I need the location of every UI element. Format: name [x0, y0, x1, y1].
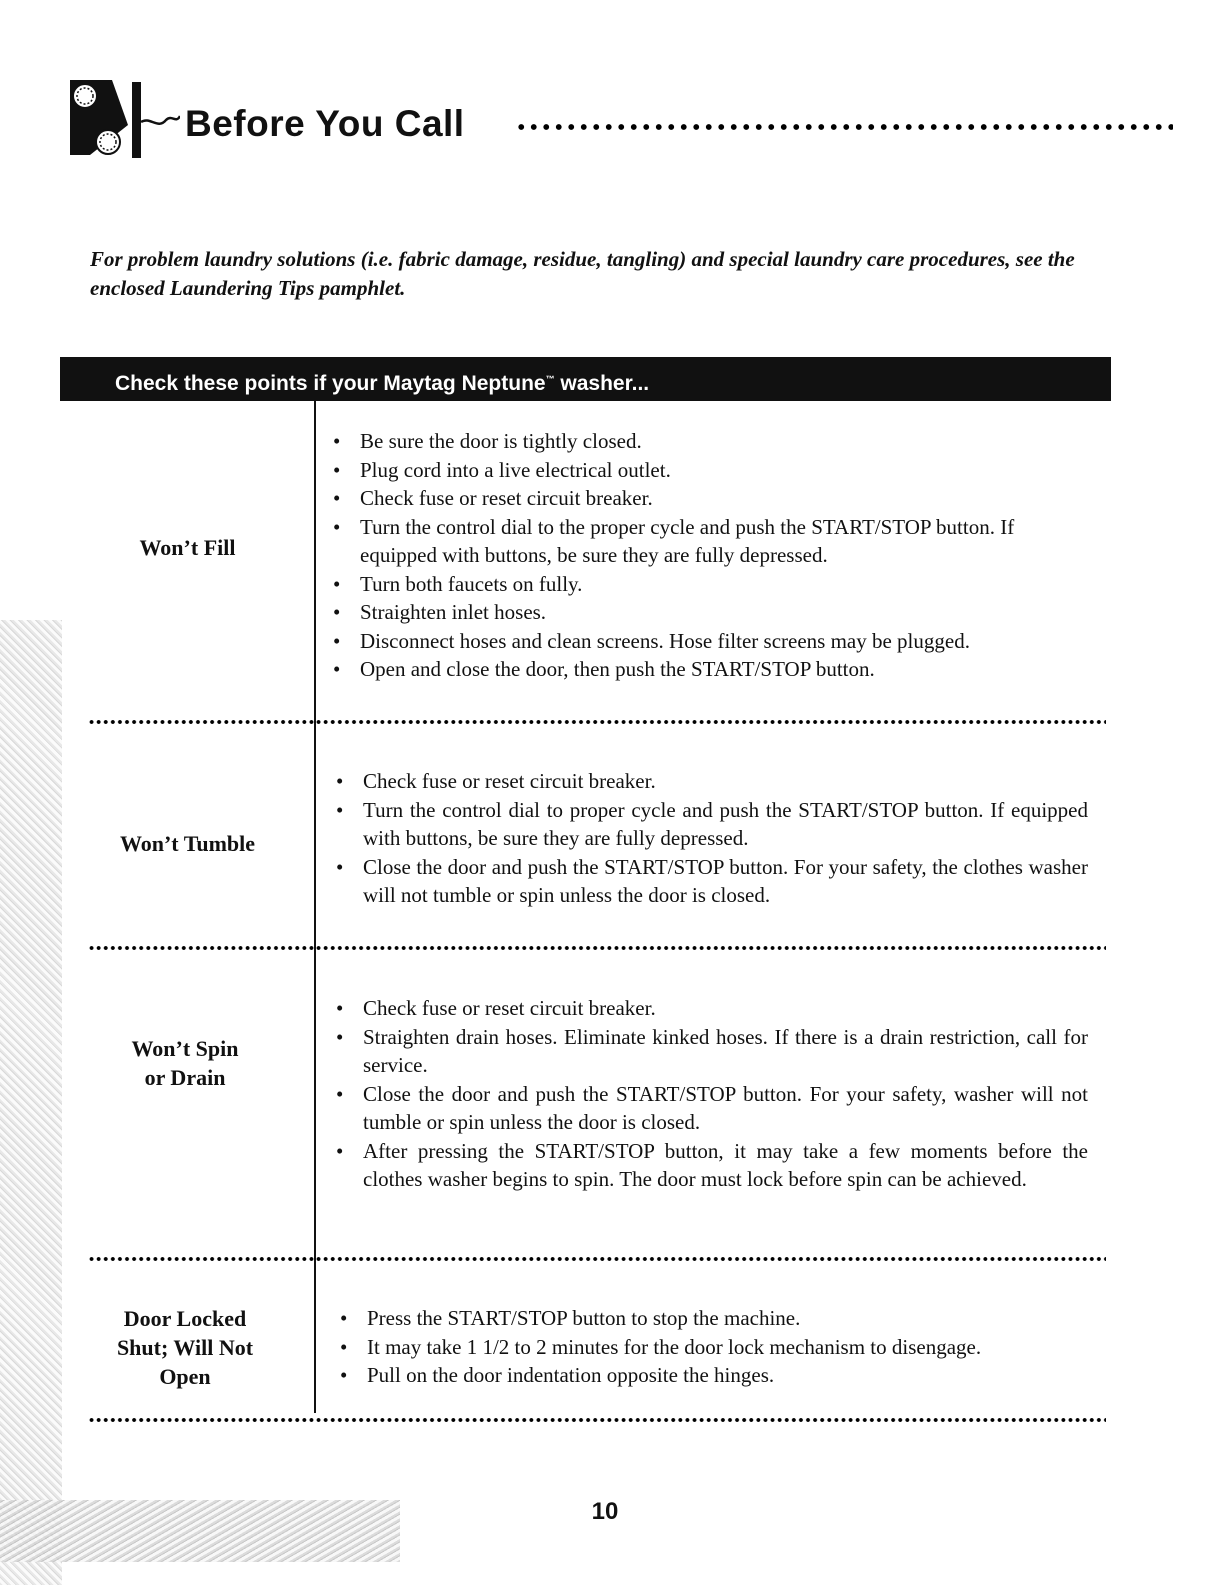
solution-list — [336, 767, 1088, 910]
solution-list — [336, 994, 1088, 1194]
list-item: • Check fuse or reset circuit breaker. — [333, 484, 1093, 513]
section-divider — [88, 1416, 1106, 1424]
section-divider — [88, 718, 1106, 726]
section-divider — [88, 944, 1106, 952]
scan-artifact-bottom — [0, 1500, 400, 1562]
list-item: • Check fuse or reset circuit breaker. — [336, 767, 1088, 796]
banner-suffix: washer... — [554, 372, 650, 395]
list-item: • Turn the control dial to the proper cycle and push the START/STOP button. If equipped with buttons, be sure they are fully depressed. — [333, 513, 1093, 570]
list-item: • Turn the control dial to proper cycle and push the START/STOP button. If equipped with buttons, be sure they are fully depressed. — [336, 796, 1088, 853]
page-title: Before You Call — [185, 103, 465, 144]
list-item: • Press the START/STOP button to stop the machine. — [340, 1304, 1090, 1333]
title-dot-leader — [515, 120, 1173, 134]
solution-list — [333, 427, 1093, 684]
solution-list — [340, 1304, 1090, 1390]
list-item: • Plug cord into a live electrical outlet. — [333, 456, 1093, 485]
scan-artifact-left — [0, 620, 62, 1585]
list-item: • Disconnect hoses and clean screens. Hose filter screens may be plugged. — [333, 627, 1093, 656]
page-header — [70, 80, 1120, 160]
section-banner — [60, 357, 1111, 401]
list-item: • Straighten drain hoses. Eliminate kinked hoses. If there is a drain restriction, call for service. — [336, 1023, 1088, 1080]
list-item: • Check fuse or reset circuit breaker. — [336, 994, 1088, 1023]
list-item: • Close the door and push the START/STOP button. For your safety, washer will not tumble or spin unless the door is closed. — [336, 1080, 1088, 1137]
problem-label: Won’t Tumble — [119, 831, 256, 856]
problem-label: Won’t Spin or Drain — [131, 1036, 239, 1090]
list-item: • Close the door and push the START/STOP button. For your safety, the clothes washer will not tumble or spin unless the door is closed. — [336, 853, 1088, 910]
list-item: • Pull on the door indentation opposite the hinges. — [340, 1361, 1090, 1390]
list-item: • Be sure the door is tightly closed. — [333, 427, 1093, 456]
troubleshooting-tools-icon — [70, 80, 180, 160]
list-item: • Turn both faucets on fully. — [333, 570, 1093, 599]
intro-note: For problem laundry solutions (i.e. fabric damage, residue, tangling) and special laundry care procedures, see the enclosed Laundering Tips pamphlet. — [90, 247, 1075, 300]
list-item: • It may take 1 1/2 to 2 minutes for the door lock mechanism to disengage. — [340, 1333, 1090, 1362]
problem-label: Won’t Fill — [139, 535, 236, 560]
section-divider — [88, 1255, 1106, 1263]
list-item: • After pressing the START/STOP button, it may take a few moments before the clothes washer begins to spin. The door must lock before spin can be achieved. — [336, 1137, 1088, 1194]
banner-text: Check these points if your Maytag Neptune — [115, 372, 546, 395]
problem-label: Door Locked Shut; Will Not Open — [116, 1306, 254, 1389]
list-item: • Open and close the door, then push the START/STOP button. — [333, 655, 1093, 684]
list-item: • Straighten inlet hoses. — [333, 598, 1093, 627]
page-number: 10 — [591, 1498, 619, 1525]
trademark-symbol: ™ — [545, 374, 555, 384]
